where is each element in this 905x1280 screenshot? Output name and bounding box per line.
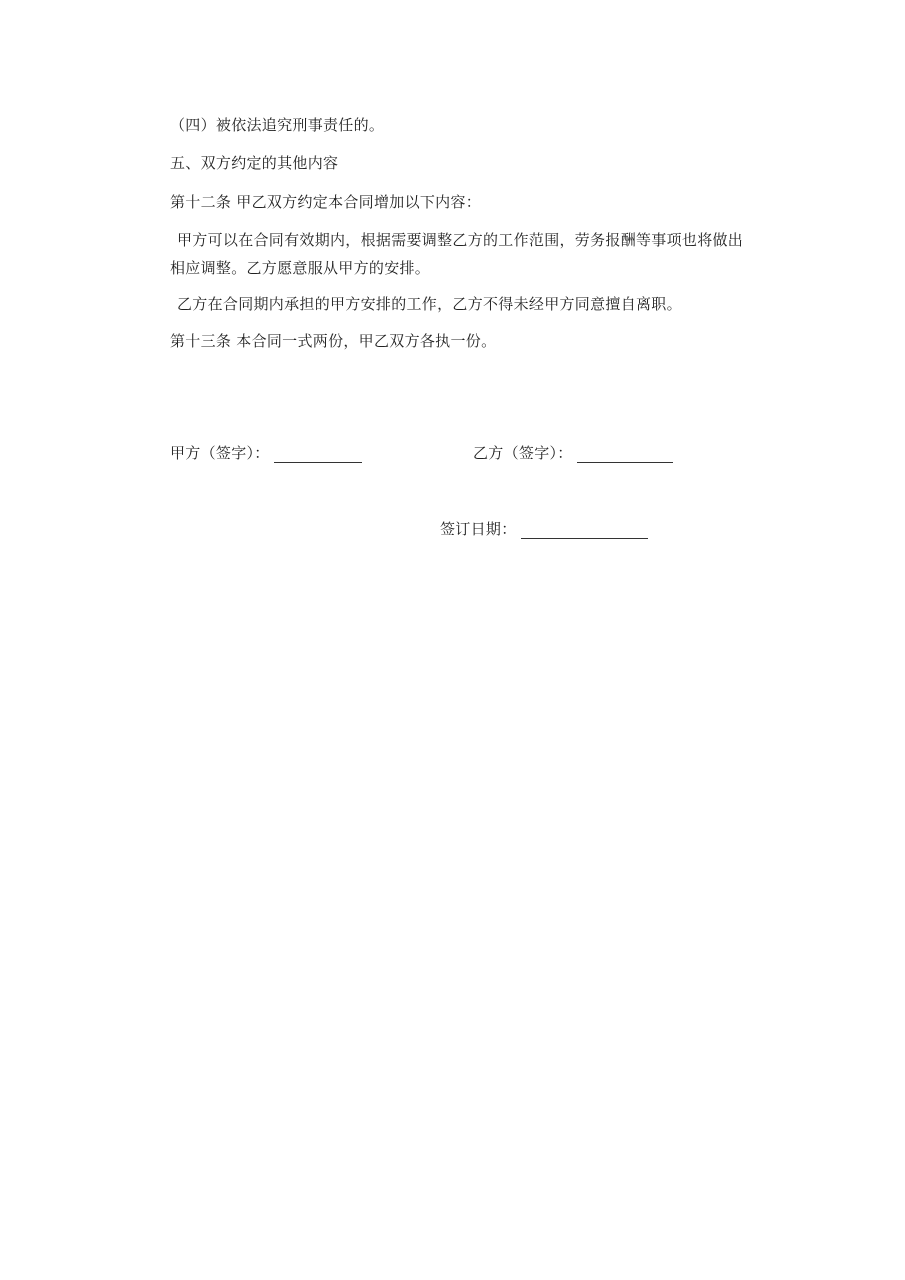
signing-date-label: 签订日期： bbox=[440, 520, 517, 538]
clause-item-four: （四）被依法追究刑事责任的。 bbox=[170, 116, 385, 134]
signing-date-blank bbox=[521, 522, 648, 539]
signing-date bbox=[440, 519, 648, 539]
article-12: 第十二条 甲乙双方约定本合同增加以下内容： bbox=[170, 193, 482, 211]
section-five-heading: 五、双方约定的其他内容 bbox=[170, 154, 339, 172]
party-b-signature-blank bbox=[577, 446, 673, 463]
paragraph-no-leave: 乙方在合同期内承担的甲方安排的工作，乙方不得未经甲方同意擅自离职。 bbox=[177, 295, 682, 313]
paragraph-adjust-line-1: 甲方可以在合同有效期内，根据需要调整乙方的工作范围，劳务报酬等事项也将做出 bbox=[177, 231, 744, 249]
paragraph-adjust-line-2: 相应调整。乙方愿意服从甲方的安排。 bbox=[170, 259, 431, 277]
article-13: 第十三条 本合同一式两份，甲乙双方各执一份。 bbox=[170, 332, 497, 350]
party-a-signature-label: 甲方（签字）： bbox=[170, 444, 270, 462]
party-a-signature-blank bbox=[274, 446, 362, 463]
party-b-signature-label: 乙方（签字）： bbox=[473, 444, 573, 462]
party-b-signature bbox=[473, 443, 673, 463]
party-a-signature bbox=[170, 443, 362, 463]
